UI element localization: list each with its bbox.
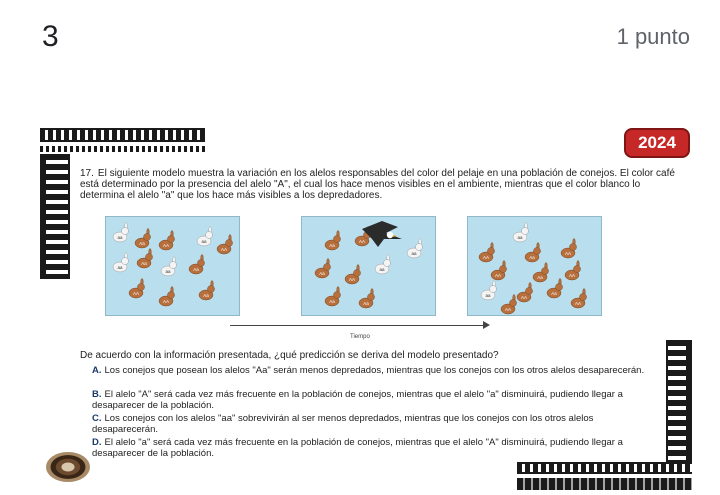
rabbit-7	[481, 281, 497, 301]
population-panel-3	[467, 216, 602, 316]
rabbit-2	[159, 231, 175, 251]
rabbit-8	[517, 283, 533, 303]
rabbit-allele-label: AA	[568, 273, 576, 278]
rabbit-allele-label: aa	[201, 239, 207, 244]
rabbit-allele-label: AA	[564, 251, 572, 256]
option-b-text: El alelo "A" será cada vez más frecuente en la población de conejos, mientras que el alelo "a" disminuirá, pudiendo llegar a desaparecer de la población.	[92, 389, 623, 411]
rabbit-10	[159, 287, 175, 307]
rabbit-6	[137, 249, 153, 269]
rabbit-7	[161, 257, 177, 277]
population-model	[105, 216, 625, 316]
option-c-letter: C.	[92, 413, 102, 424]
panel-3-rabbits	[468, 217, 603, 317]
rabbit-allele-label: aa	[165, 269, 171, 274]
rabbit-11	[571, 289, 587, 309]
rabbit-4	[217, 235, 233, 255]
rabbit-allele-label: AA	[520, 295, 528, 300]
question-image	[30, 122, 700, 495]
question-points: 1 punto	[616, 24, 690, 49]
rabbit-5	[375, 255, 391, 275]
rabbit-9	[547, 279, 563, 299]
decorative-border-right	[666, 340, 692, 470]
rabbit-allele-label: Aa	[141, 261, 147, 266]
year-badge: 2024	[624, 128, 690, 158]
rabbit-3	[561, 239, 577, 259]
rabbit-3	[315, 259, 331, 279]
time-arrow	[230, 321, 490, 331]
rabbit-allele-label: AA	[132, 291, 140, 296]
rabbit-allele-label: Aa	[537, 275, 543, 280]
rabbit-allele-label: aa	[379, 267, 385, 272]
rabbit-allele-label: AA	[162, 299, 170, 304]
rabbit-8	[189, 255, 205, 275]
rabbit-3	[197, 227, 213, 247]
rabbit-allele-label: AA	[574, 301, 582, 306]
rabbit-allele-label: AA	[482, 255, 490, 260]
rabbit-allele-label: aa	[117, 235, 123, 240]
option-a	[92, 366, 662, 377]
rabbit-1	[135, 229, 151, 249]
rabbit-6	[565, 261, 581, 281]
rabbit-allele-label: AA	[358, 239, 366, 244]
rabbit-11	[199, 281, 215, 301]
option-d-text: El alelo "a" será cada vez más frecuente en la población de conejos, mientras que el alelo "A" disminuirá, pudiendo llegar a desaparecer de la población.	[92, 437, 623, 459]
panel-1-rabbits	[106, 217, 241, 317]
rabbit-4	[491, 261, 507, 281]
rabbit-1	[479, 243, 495, 263]
decorative-border-top	[40, 128, 205, 142]
rabbit-allele-label: AA	[504, 307, 512, 312]
option-c-text: Los conejos con los alelos "aa" sobrevivirán al ser menos depredados, mientras que los conejos con los otros alelos desaparecerán.	[92, 413, 594, 435]
rabbit-allele-label: AA	[162, 243, 170, 248]
rabbit-5	[113, 253, 129, 273]
option-a-text: Los conejos que posean los alelos "Aa" serán menos depredados, mientras que los conejos con los otros alelos desaparecerán.	[104, 365, 645, 376]
rabbit-allele-label: Aa	[329, 243, 335, 248]
population-panel-1	[105, 216, 240, 316]
option-d-letter: D.	[92, 437, 102, 448]
rabbit-0	[113, 223, 129, 243]
question-number: 3	[42, 20, 59, 53]
rabbit-allele-label: Aa	[329, 299, 335, 304]
arrow-head-icon	[483, 321, 490, 329]
population-panel-2	[301, 216, 436, 316]
rabbit-9	[129, 279, 145, 299]
item-number: 17.	[80, 168, 94, 179]
decorative-border-left	[40, 154, 70, 279]
item-statement	[80, 168, 680, 201]
rabbit-allele-label: AA	[494, 273, 502, 278]
decorative-border-bottom	[517, 462, 692, 474]
rabbit-4	[345, 265, 361, 285]
rabbit-allele-label: AA	[220, 247, 228, 252]
rabbit-10	[501, 295, 517, 315]
decorative-border-bottom-arrows	[517, 478, 692, 490]
rabbit-6	[325, 287, 341, 307]
rabbit-allele-label: aa	[117, 265, 123, 270]
decorative-border-top-inner	[40, 146, 205, 152]
decorative-seal-icon	[46, 452, 90, 482]
statement-text: El siguiente modelo muestra la variación en los alelos responsables del color del pelaje en una población de conejos. El color café está determinado por la presencia del alelo "A", el cual los hace menos visibles en el ambiente, mientras que el color blanco lo determina el alelo "a" que los hace más visibles a los depredadores.	[80, 168, 675, 201]
rabbit-7	[359, 289, 375, 309]
option-d	[92, 438, 662, 459]
rabbit-allele-label: Aa	[363, 301, 369, 306]
rabbit-allele-label: Aa	[139, 241, 145, 246]
rabbit-allele-label: Aa	[551, 291, 557, 296]
rabbit-0	[513, 223, 529, 243]
rabbit-allele-label: Aa	[319, 271, 325, 276]
option-a-letter: A.	[92, 365, 102, 376]
rabbit-2	[525, 243, 541, 263]
option-c	[92, 414, 662, 435]
option-b	[92, 390, 662, 411]
rabbit-5	[533, 263, 549, 283]
time-label: Tiempo	[350, 334, 370, 340]
option-b-letter: B.	[92, 389, 102, 400]
rabbit-2	[407, 239, 423, 259]
rabbit-allele-label: Aa	[529, 255, 535, 260]
rabbit-0	[325, 231, 341, 251]
rabbit-allele-label: aa	[411, 251, 417, 256]
rabbit-allele-label: aa	[485, 293, 491, 298]
rabbit-allele-label: Aa	[203, 293, 209, 298]
panel-2-rabbits	[302, 217, 437, 317]
rabbit-allele-label: Aa	[193, 267, 199, 272]
rabbit-allele-label: AA	[348, 277, 356, 282]
rabbit-allele-label: aa	[517, 235, 523, 240]
question-prompt: De acuerdo con la información presentada, ¿qué predicción se deriva del modelo presentado?	[80, 350, 499, 361]
